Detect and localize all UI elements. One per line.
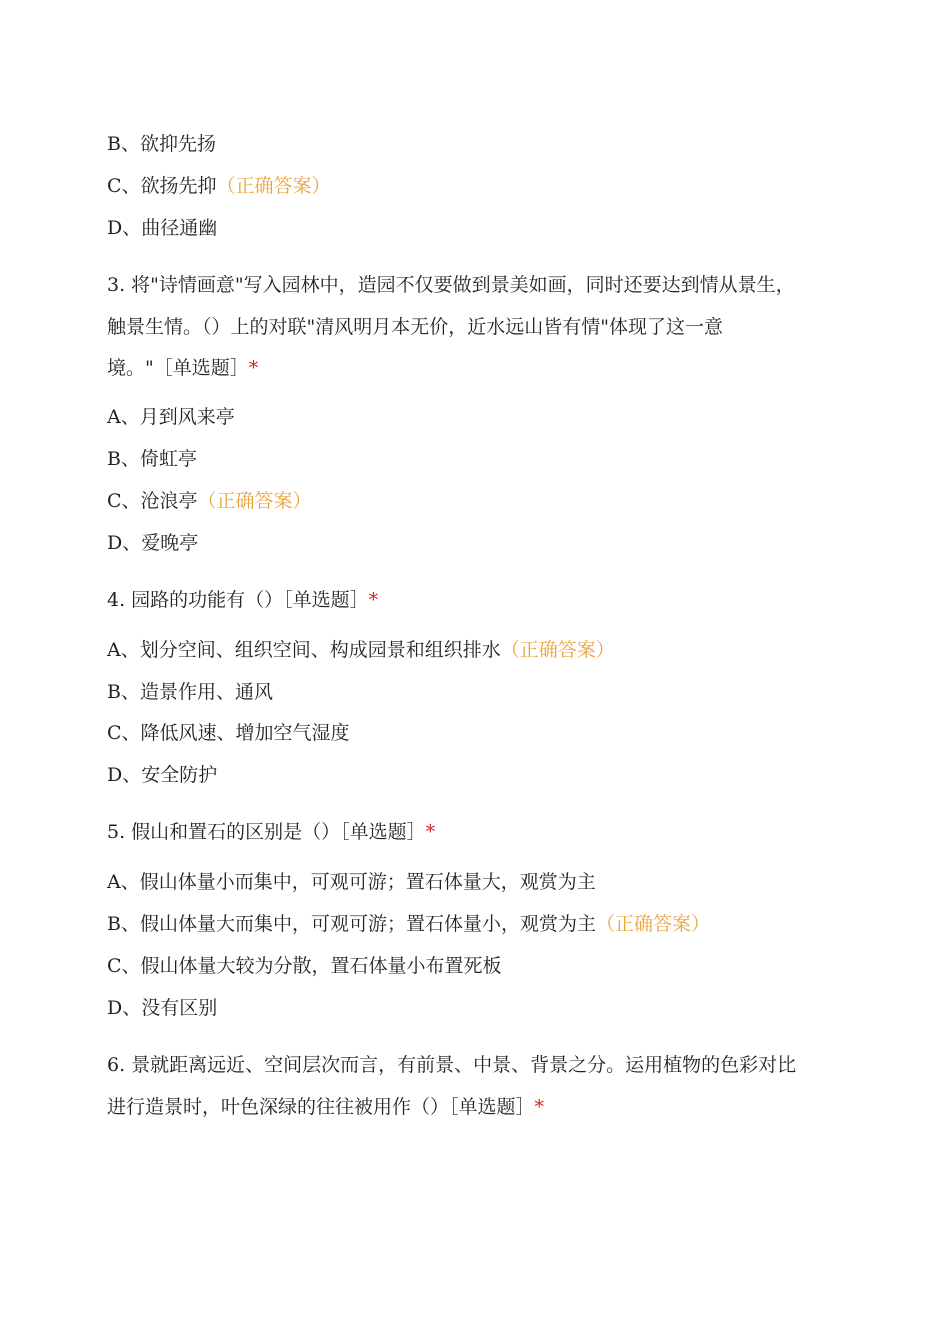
required-mark: * <box>368 589 379 611</box>
q6-title-line-1 <box>107 1053 796 1077</box>
q4-option-b <box>107 680 273 704</box>
question-text: 3. 将"诗情画意"写入园林中，造园不仅要做到景美如画，同时还要达到情从景生， <box>107 274 795 296</box>
q4-option-d <box>107 763 217 787</box>
option-text: D、安全防护 <box>107 764 218 786</box>
q2-option-c <box>107 174 331 198</box>
question-text: 6. 景就距离远近、空间层次而言，有前景、中景、背景之分。运用植物的色彩对比 <box>107 1054 797 1076</box>
q3-title-line-3 <box>107 356 258 380</box>
correct-answer-tag: （正确答案） <box>500 639 615 661</box>
q6-title-line-2 <box>107 1095 544 1119</box>
q2-option-b <box>107 132 216 156</box>
q3-title-line-1 <box>107 273 795 297</box>
option-text: D、曲径通幽 <box>107 217 218 239</box>
question-text: 触景生情。（）上的对联"清风明月本无价，近水远山皆有情"体现了这一意 <box>107 316 723 338</box>
q2-option-d <box>107 216 217 240</box>
q3-option-a <box>107 405 235 429</box>
required-mark: * <box>425 821 436 843</box>
q5-option-a <box>107 870 596 894</box>
question-text: 5. 假山和置石的区别是（）［单选题］ <box>107 821 426 843</box>
required-mark: * <box>248 357 259 379</box>
option-text: A、假山体量小而集中，可观可游；置石体量大，观赏为主 <box>107 871 596 893</box>
question-text: 境。"［单选题］ <box>107 357 249 379</box>
q5-option-d <box>107 996 217 1020</box>
q3-title-line-2 <box>107 315 723 339</box>
q4-option-c <box>107 721 350 745</box>
question-text: 进行造景时，叶色深绿的往往被用作（）［单选题］ <box>107 1096 535 1118</box>
q3-option-b <box>107 447 197 471</box>
correct-answer-tag: （正确答案） <box>216 175 331 197</box>
option-text: B、假山体量大而集中，可观可游；置石体量小，观赏为主 <box>107 913 596 935</box>
q3-option-c <box>107 489 312 513</box>
option-text: C、假山体量大较为分散，置石体量小布置死板 <box>107 955 502 977</box>
required-mark: * <box>534 1096 545 1118</box>
q4-option-a <box>107 638 615 662</box>
option-text: B、造景作用、通风 <box>107 681 273 703</box>
q5-title <box>107 820 435 844</box>
option-text: C、沧浪亭 <box>107 490 198 512</box>
option-text: B、欲抑先扬 <box>107 133 216 155</box>
correct-answer-tag: （正确答案） <box>197 490 312 512</box>
q5-option-b <box>107 912 710 936</box>
option-text: C、降低风速、增加空气湿度 <box>107 722 350 744</box>
option-text: A、月到风来亭 <box>107 406 235 428</box>
option-text: D、没有区别 <box>107 997 218 1019</box>
option-text: D、爱晚亭 <box>107 532 199 554</box>
correct-answer-tag: （正确答案） <box>595 913 710 935</box>
option-text: C、欲扬先抑 <box>107 175 217 197</box>
question-text: 4. 园路的功能有（）［单选题］ <box>107 589 369 611</box>
q3-option-d <box>107 531 198 555</box>
option-text: A、划分空间、组织空间、构成园景和组织排水 <box>107 639 501 661</box>
q5-option-c <box>107 954 502 978</box>
option-text: B、倚虹亭 <box>107 448 197 470</box>
q4-title <box>107 588 378 612</box>
